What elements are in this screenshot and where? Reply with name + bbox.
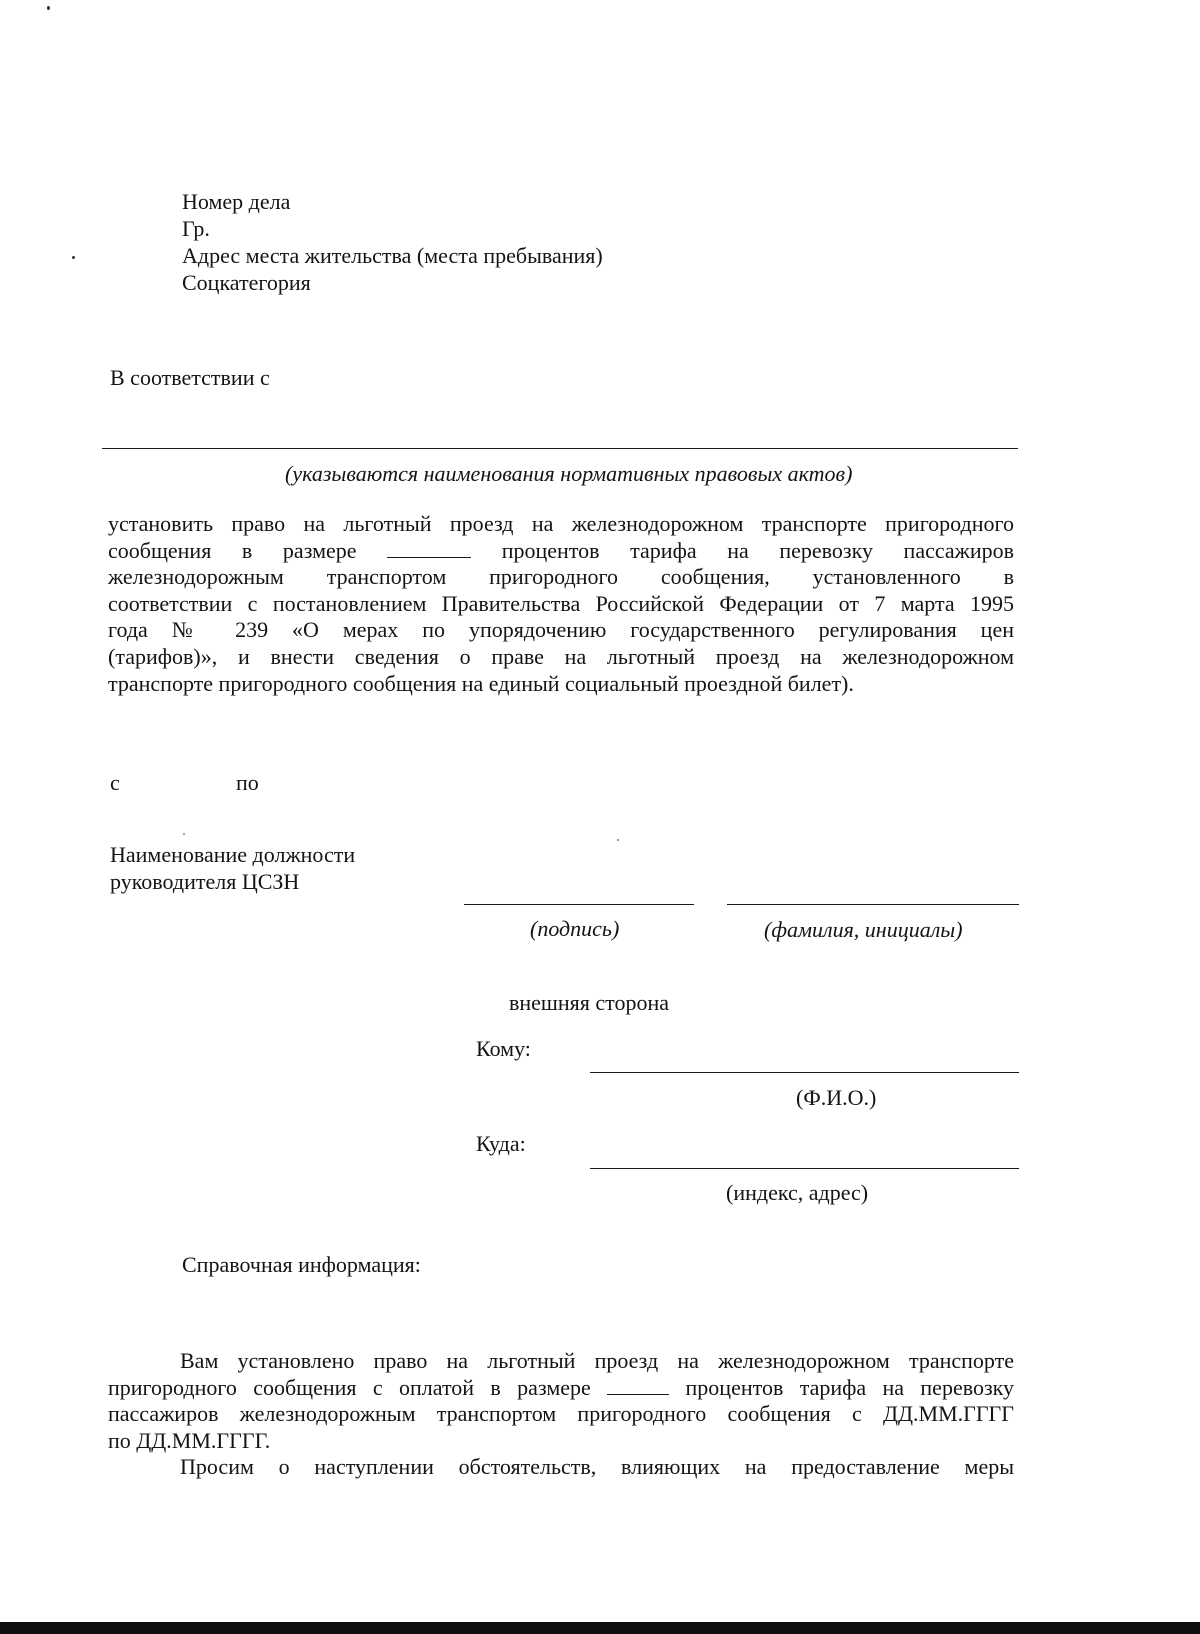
decision-line: соответствии с постановлением Правительства Российской Федерации от 7 марта 1995 [108,590,1014,616]
address-label: Адрес места жительства (места пребывания) [182,243,603,268]
signature-rule [464,904,694,905]
percent-blank [387,539,471,558]
decision-line: установить право на льготный проезд на железнодорожном транспорте пригородного [108,511,1014,536]
reference-title: Справочная информация: [182,1252,421,1277]
basis-caption: (указываются наименования нормативных правовых актов) [285,461,853,486]
reference-line: по ДД.ММ.ГГГГ. [108,1427,271,1453]
to-rule [590,1072,1019,1073]
period-from-label: с [110,770,120,795]
reference-line [108,1375,1014,1402]
scan-speck [183,833,185,835]
reference-line-part: пригородного сообщения с оплатой в размере [108,1374,591,1400]
where-label: Куда: [476,1131,526,1156]
basis-rule [102,448,1018,449]
scan-bottom-edge [0,1622,1200,1634]
decision-line: железнодорожным транспортом пригородного сообщения, установленного в [108,564,1014,590]
where-caption: (индекс, адрес) [726,1180,869,1205]
name-caption: (фамилия, инициалы) [764,917,963,942]
where-rule [590,1168,1019,1169]
envelope-title: внешняя сторона [509,990,670,1015]
case-number-label: Номер дела [182,189,291,214]
to-label: Кому: [476,1036,531,1061]
decision-line [108,538,1014,565]
reference-line: Просим о наступлении обстоятельств, влияющих на предоставление меры [180,1454,1014,1480]
position-title: Наименование должности [110,842,356,867]
scan-speck [617,839,619,841]
decision-paragraph [108,511,1014,697]
signature-caption: (подпись) [530,916,620,941]
decision-line: транспорте пригородного сообщения на единый социальный проездной билет). [108,670,854,696]
name-rule [727,904,1019,905]
basis-intro: В соответствии с [110,365,270,390]
social-category-label: Соцкатегория [182,270,311,295]
decision-line-part: сообщения в размере [108,537,357,563]
position-title: руководителя ЦСЗН [110,869,300,894]
scan-speck [47,6,50,10]
to-caption: (Ф.И.О.) [796,1085,877,1110]
period-to-label: по [236,770,259,795]
reference-paragraph [108,1348,1014,1481]
reference-line: Вам установлено право на льготный проезд на железнодорожном транспорте [180,1348,1014,1373]
scan-speck [72,256,75,259]
decision-line: (тарифов)», и внести сведения о праве на льготный проезд на железнодорожном [108,643,1014,669]
decision-line: года № 239 «О мерах по упорядочению государственного регулирования цен [108,617,1014,643]
citizen-label: Гр. [182,216,210,241]
percent-blank [607,1376,669,1395]
reference-line: пассажиров железнодорожным транспортом пригородного сообщения с ДД.ММ.ГГГГ [108,1401,1014,1427]
reference-line-part: процентов тарифа на перевозку [685,1374,1015,1400]
decision-line-part: процентов тарифа на перевозку пассажиров [501,537,1015,563]
